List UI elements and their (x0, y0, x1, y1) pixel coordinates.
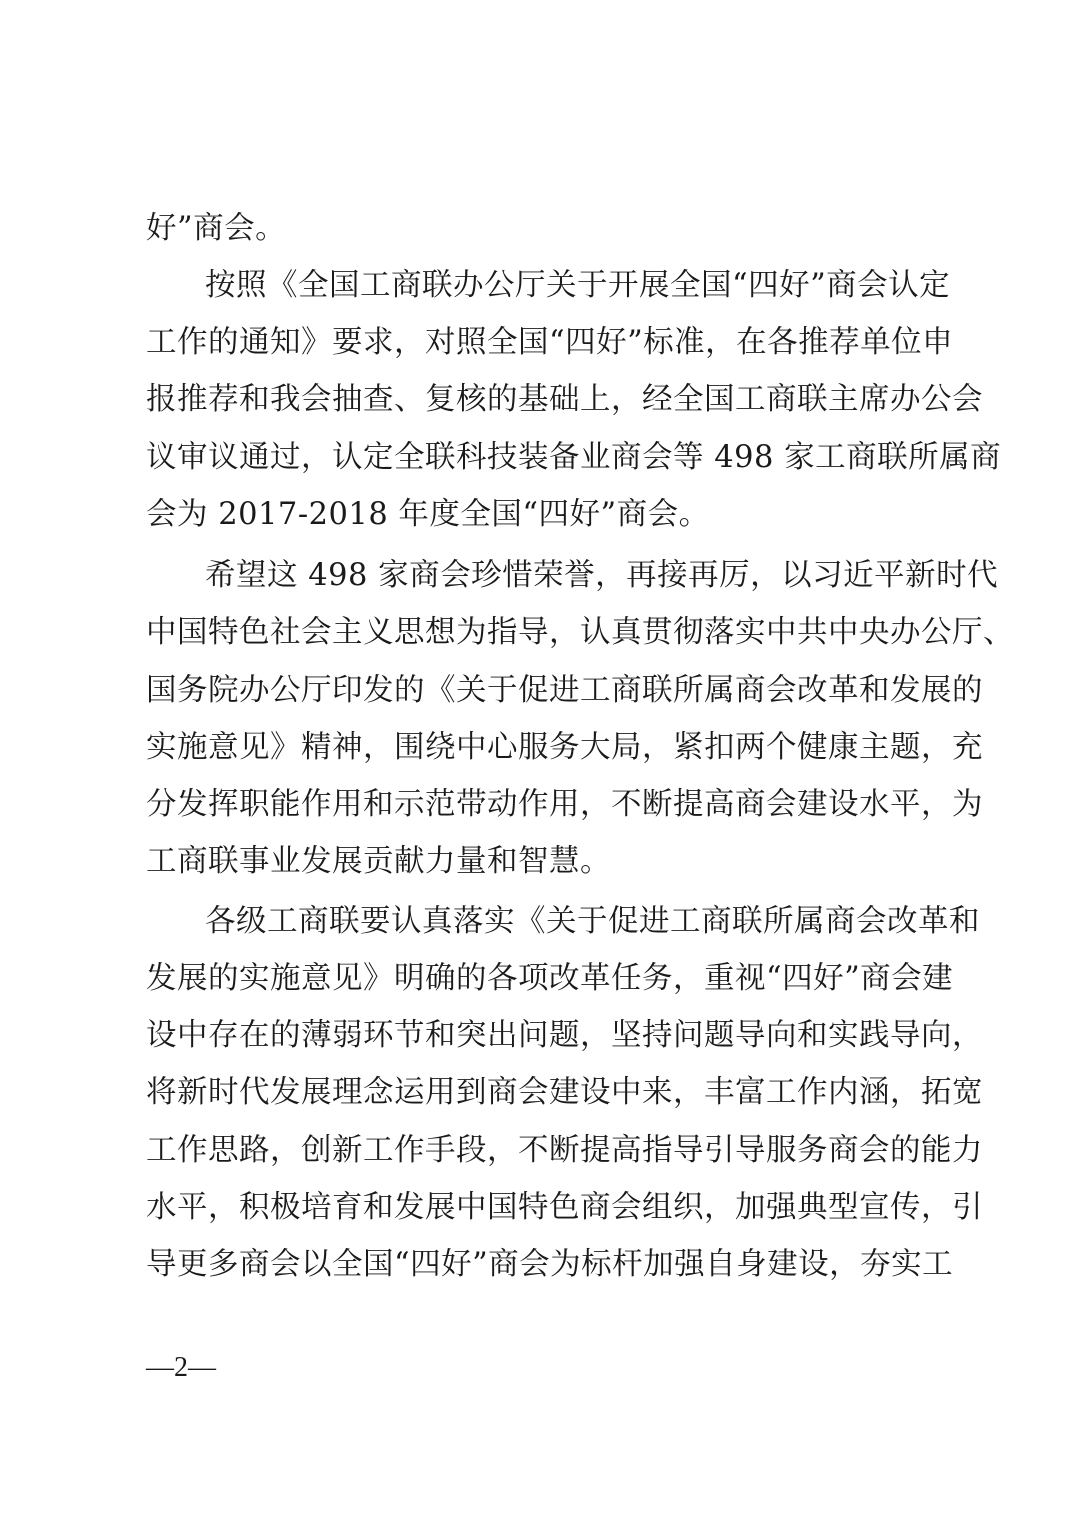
text-line-19: 导更多商会以全国“四好”商会为标杆加强自身建设，夯实工 (146, 1247, 954, 1282)
text-line-10: 实施意见》精神，围绕中心服务大局，紧扣两个健康主题，充 (146, 730, 983, 765)
text-line-13: 各级工商联要认真落实《关于促进工商联所属商会改革和 (205, 904, 980, 939)
text-line-6: 会为 2017-2018 年度全国“四好”商会。 (146, 497, 710, 532)
page-number: —2— (146, 1352, 216, 1383)
text-line-9: 国务院办公厅印发的《关于促进工商联所属商会改革和发展的 (146, 673, 983, 708)
text-line-1: 好”商会。 (146, 211, 287, 246)
text-line-12: 工商联事业发展贡献力量和智慧。 (146, 844, 611, 879)
text-line-7: 希望这 498 家商会珍惜荣誉，再接再厉，以习近平新时代 (205, 558, 999, 593)
text-line-2: 按照《全国工商联办公厅关于开展全国“四好”商会认定 (205, 268, 951, 303)
text-line-17: 工作思路，创新工作手段，不断提高指导引导服务商会的能力 (146, 1133, 983, 1168)
text-line-18: 水平，积极培育和发展中国特色商会组织，加强典型宣传，引 (146, 1190, 983, 1225)
text-line-8: 中国特色社会主义思想为指导，认真贯彻落实中共中央办公厅、 (146, 615, 1014, 650)
text-line-16: 将新时代发展理念运用到商会建设中来，丰富工作内涵，拓宽 (146, 1075, 983, 1110)
text-line-14: 发展的实施意见》明确的各项改革任务，重视“四好”商会建 (146, 961, 954, 996)
text-line-15: 设中存在的薄弱环节和突出问题，坚持问题导向和实践导向， (146, 1018, 983, 1053)
text-line-3: 工作的通知》要求，对照全国“四好”标准，在各推荐单位申 (146, 325, 954, 360)
text-line-4: 报推荐和我会抽查、复核的基础上，经全国工商联主席办公会 (146, 382, 983, 417)
text-line-5: 议审议通过，认定全联科技装备业商会等 498 家工商联所属商 (146, 440, 1002, 475)
text-line-11: 分发挥职能作用和示范带动作用，不断提高商会建设水平，为 (146, 787, 983, 822)
